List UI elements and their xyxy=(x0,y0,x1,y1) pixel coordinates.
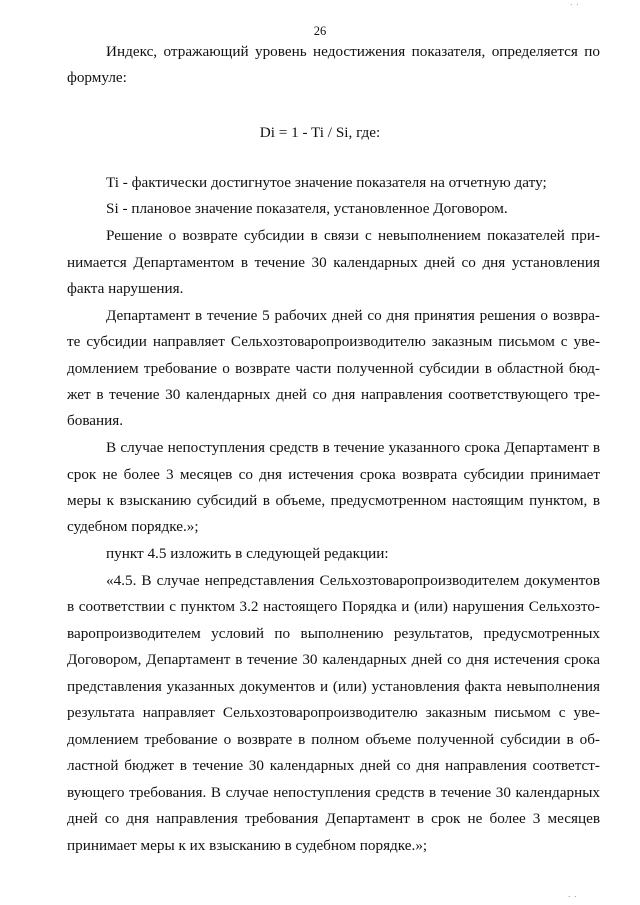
paragraph-line: В случае непоступления средств в течение указанного срока Департамент в xyxy=(106,439,600,456)
paragraph-line: срок не более 3 месяцев со дня истечения срока возврата субсидии принимает xyxy=(67,466,600,483)
paragraph-line: домлением требование о возврате в полном объеме полученной субсидии в об- xyxy=(67,731,600,748)
paragraph-line: бования. xyxy=(67,412,124,429)
paragraph-line: ластной бюджет в течение 30 календарных дней со дня направления соответст- xyxy=(67,757,600,774)
paragraph-line: вующего требования. В случае непоступления средств в течение 30 календарных xyxy=(67,784,600,801)
amendment-intro: пункт 4.5 изложить в следующей редакции: xyxy=(106,545,389,562)
definition-line: Ti - фактически достигнутое значение показателя на отчетную дату; xyxy=(106,174,547,191)
paragraph-line: варопроизводителем условий по выполнению результатов, предусмотренных xyxy=(67,625,600,642)
formula: Di = 1 - Ti / Si, где: xyxy=(259,124,381,141)
paragraph-line: результата направляет Сельхозтоваропроизводителю заказным письмом с уве- xyxy=(67,704,600,721)
intro-line: формуле: xyxy=(67,69,127,86)
scan-mark-top: · · xyxy=(570,1,580,9)
paragraph-line: в соответствии с пунктом 3.2 настоящего Порядка и (или) нарушения Сельхозто- xyxy=(67,598,600,615)
paragraph-line: «4.5. В случае непредставления Сельхозтоваропроизводителем документов xyxy=(106,572,600,589)
paragraph-line: те субсидии направляет Сельхозтоваропроизводителю заказным письмом с уве- xyxy=(67,333,600,350)
paragraph-line: жет в течение 30 календарных дней со дня направления соответствующего тре- xyxy=(67,386,600,403)
paragraph-line: Договором, Департамент в течение 30 календарных дней со дня истечения срока xyxy=(67,651,600,668)
paragraph-line: нимается Департаментом в течение 30 календарных дней со дня установления xyxy=(67,254,600,271)
paragraph-line: судебном порядке.»; xyxy=(67,518,199,535)
paragraph-line: Департамент в течение 5 рабочих дней со дня принятия решения о возвра- xyxy=(106,307,600,324)
paragraph-line: факта нарушения. xyxy=(67,280,184,297)
paragraph-line: представления указанных документов и (или) установления факта невыполнения xyxy=(67,678,600,695)
paragraph-line: дней со дня направления требования Департамент в срок не более 3 месяцев xyxy=(67,810,600,827)
paragraph-line: домлением требование о возврате части полученной субсидии в областной бюд- xyxy=(67,360,600,377)
intro-line: Индекс, отражающий уровень недостижения показателя, определяется по xyxy=(106,43,600,60)
page-number: 26 xyxy=(313,24,327,38)
paragraph-line: принимает меры к их взысканию в судебном порядке.»; xyxy=(67,837,428,854)
definition-line: Si - плановое значение показателя, установленное Договором. xyxy=(106,200,508,217)
paragraph-line: Решение о возврате субсидии в связи с невыполнением показателей при- xyxy=(106,227,600,244)
scan-mark-bottom: · · xyxy=(568,893,578,901)
paragraph-line: меры к взысканию субсидий в объеме, предусмотренном настоящим пунктом, в xyxy=(67,492,600,509)
